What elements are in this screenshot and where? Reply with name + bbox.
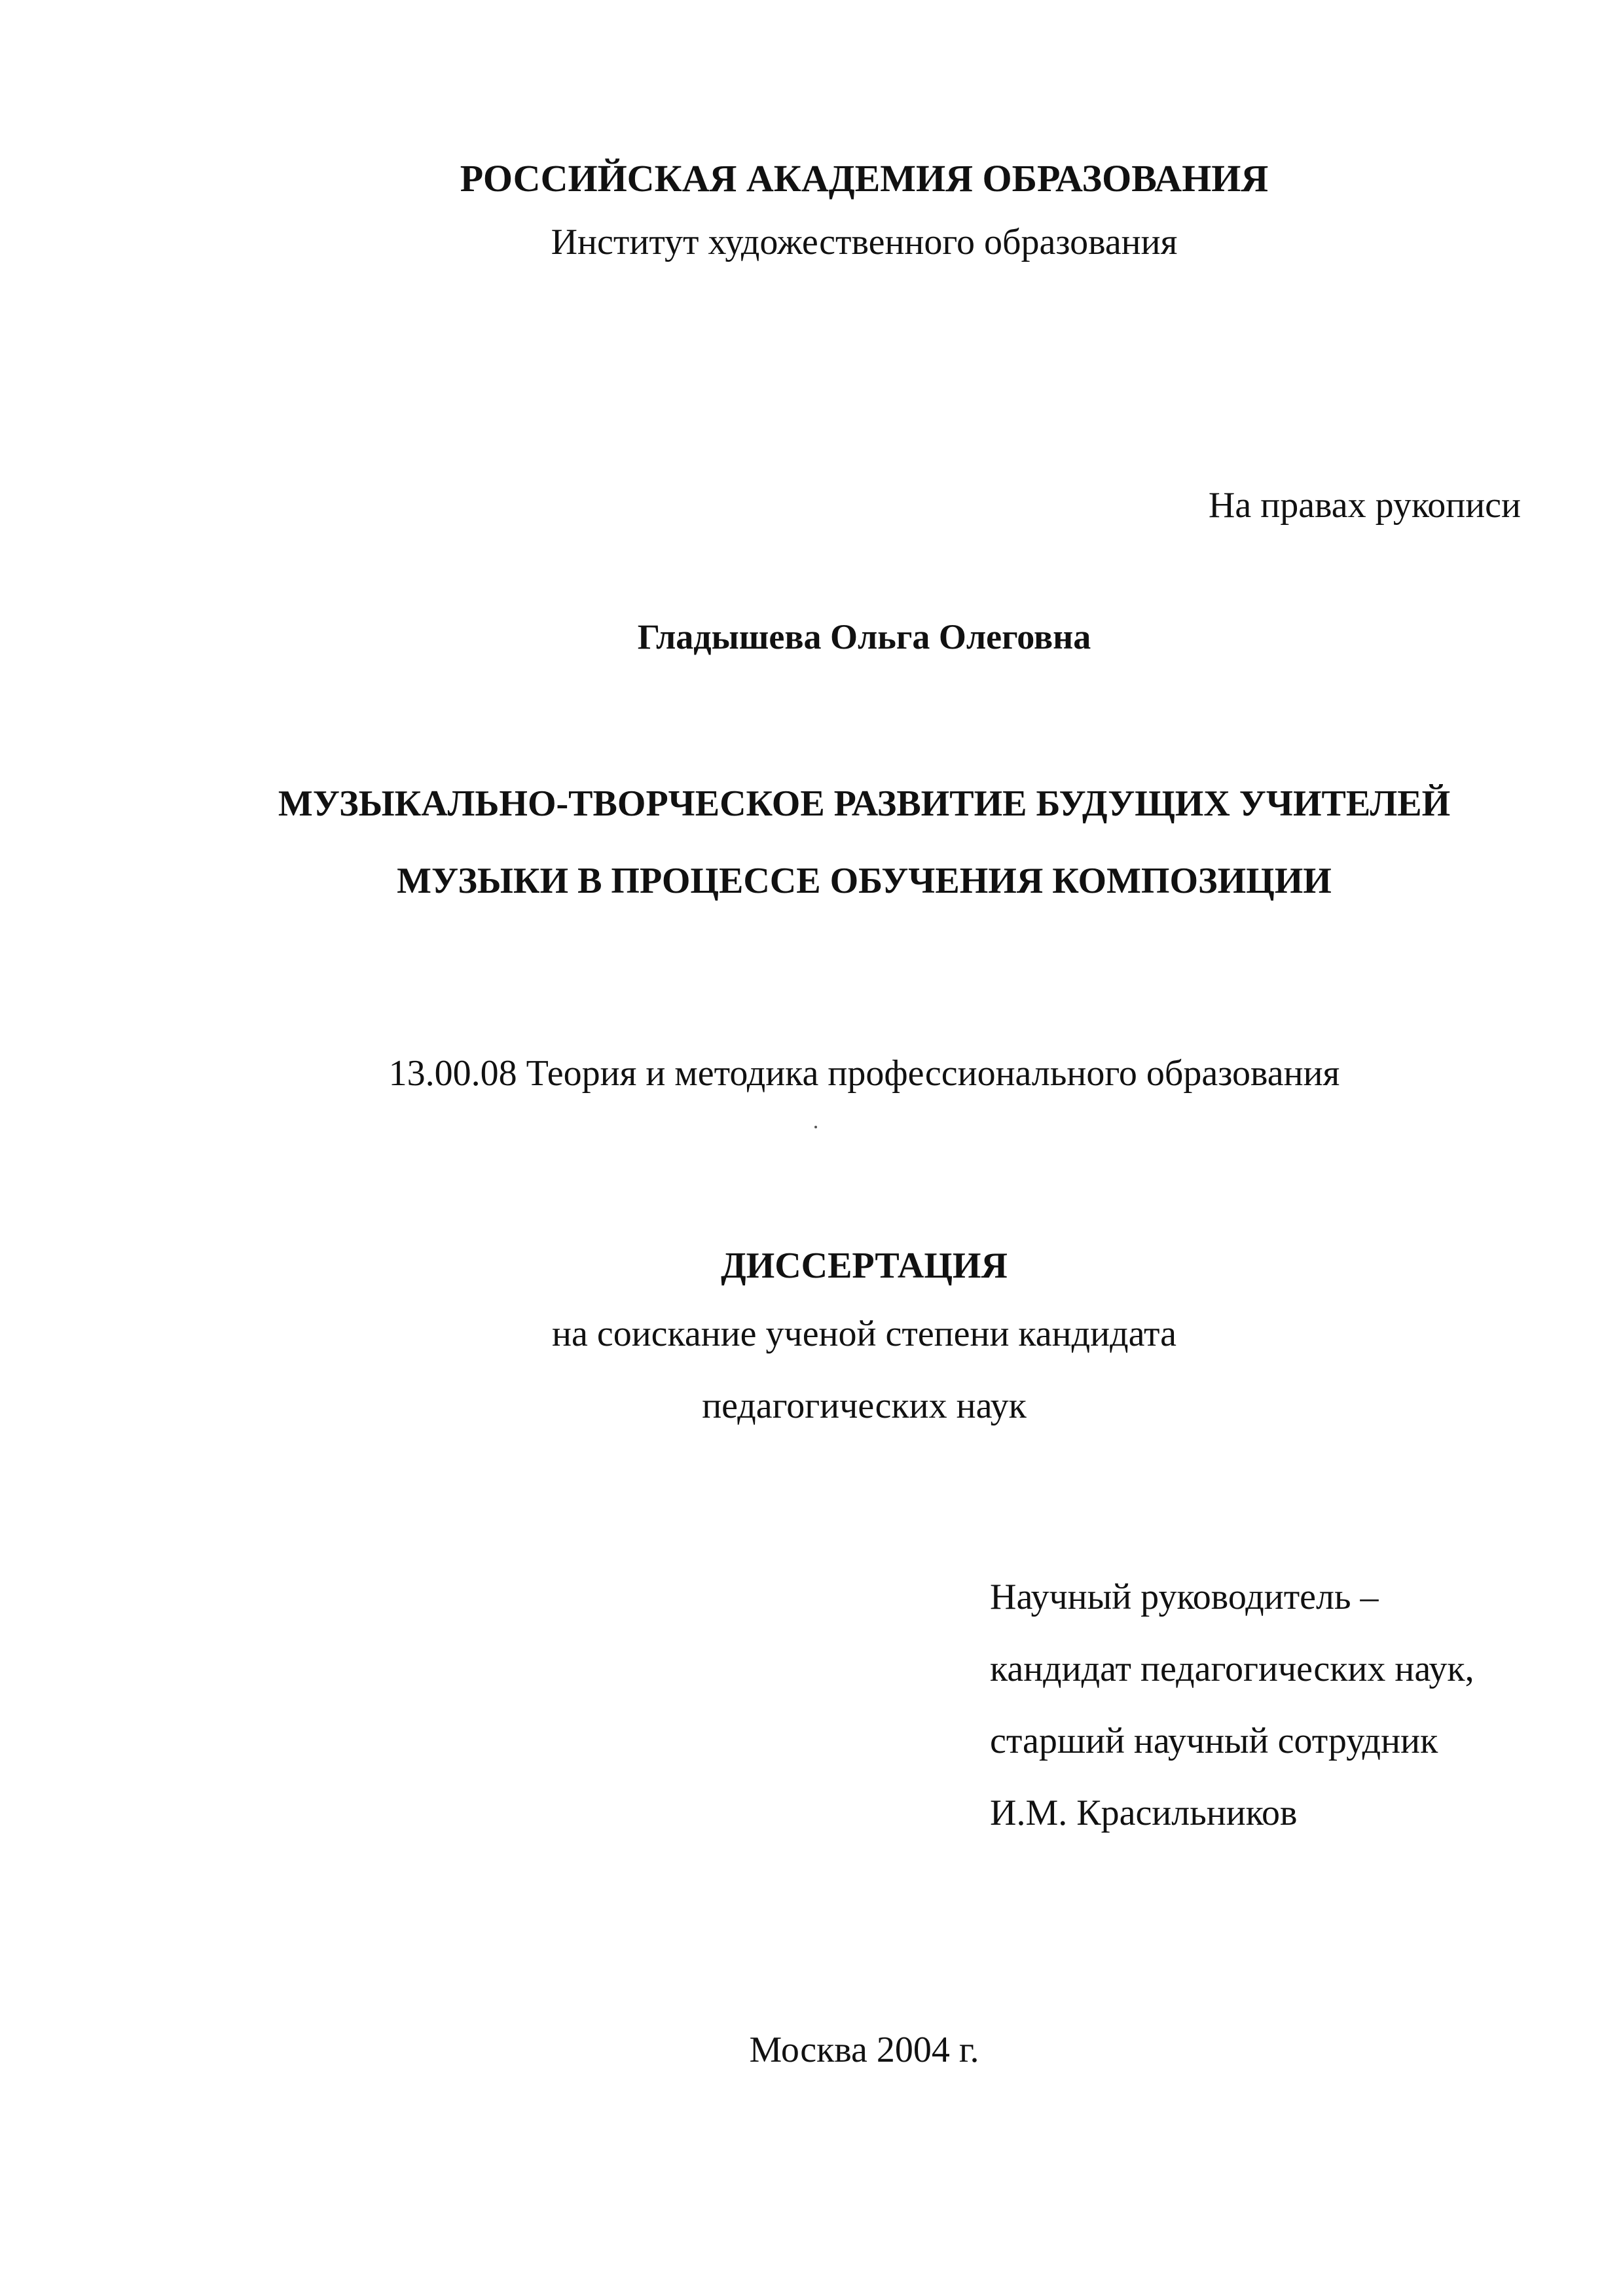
degree-line-1: на соискание ученой степени кандидата <box>552 1314 1176 1354</box>
document-type: ДИССЕРТАЦИЯ <box>721 1246 1008 1286</box>
supervisor-title: старший научный сотрудник <box>990 1721 1438 1761</box>
degree-line-2: педагогических наук <box>702 1386 1027 1426</box>
dissertation-title-line-2: МУЗЫКИ В ПРОЦЕССЕ ОБУЧЕНИЯ КОМПОЗИЦИИ <box>397 861 1332 901</box>
supervisor-degree: кандидат педагогических наук, <box>990 1649 1474 1689</box>
specialty-code: 13.00.08 Теория и методика профессионального образования <box>388 1053 1340 1094</box>
academy-name: РОССИЙСКАЯ АКАДЕМИЯ ОБРАЗОВАНИЯ <box>460 157 1269 200</box>
supervisor-role: Научный руководитель – <box>990 1577 1379 1617</box>
institute-name: Институт художественного образования <box>551 222 1178 262</box>
dissertation-title-line-1: МУЗЫКАЛЬНО-ТВОРЧЕСКОЕ РАЗВИТИЕ БУДУЩИХ УЧИТЕЛЕЙ <box>278 783 1451 824</box>
city-year: Москва 2004 г. <box>749 2030 979 2070</box>
author-name: Гладышева Ольга Олеговна <box>637 617 1091 656</box>
supervisor-name: И.М. Красильников <box>990 1793 1298 1833</box>
rights-note: На правах рукописи <box>1208 485 1521 526</box>
stray-dot-mark <box>814 1126 817 1128</box>
